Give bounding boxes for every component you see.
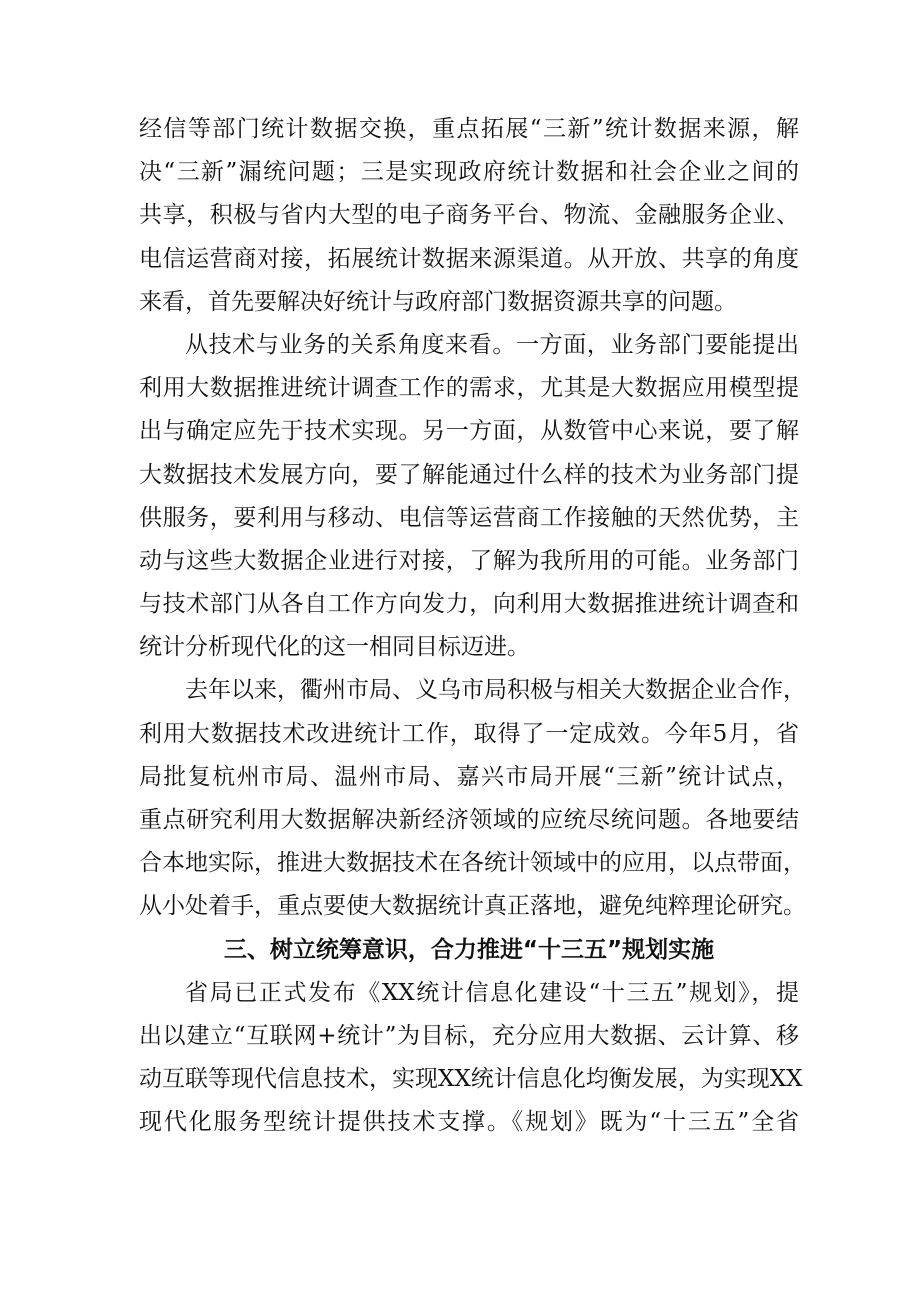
text-line: 重点研究利用大数据解决新经济领域的应统尽统问题。各地要结: [139, 807, 799, 833]
text-line: 动与这些大数据企业进行对接，了解为我所用的可能。业务部门: [139, 547, 799, 574]
paragraph-3: [139, 669, 806, 928]
text-line: 从技术与业务的关系角度来看。一方面，业务部门要能提出: [185, 331, 799, 358]
text-line: 决“三新”漏统问题；三是实现政府统计数据和社会企业之间的: [139, 159, 799, 186]
text-line: 从小处着手，重点要使大数据统计真正落地，避免纯粹理论研究。: [139, 893, 806, 920]
text-line: 利用大数据技术改进统计工作，取得了一定成效。今年5月，省: [139, 720, 799, 747]
paragraph-2: [139, 324, 799, 670]
text-line: 共享，积极与省内大型的电子商务平台、物流、金融服务企业、: [139, 202, 799, 229]
text-line: 出以建立“互联网+统计”为目标，充分应用大数据、云计算、移: [139, 1022, 799, 1049]
text-line: 供服务，要利用与移动、电信等运营商工作接触的天然优势，主: [139, 504, 799, 531]
text-line: 动互联等现代信息技术，实现XX统计信息化均衡发展，为实现XX: [139, 1066, 803, 1093]
text-line: 合本地实际，推进大数据技术在各统计领域中的应用，以点带面，: [139, 850, 806, 877]
section-heading: 三、树立统筹意识，合力推进“十三五”规划实施: [223, 936, 715, 963]
text-line: 与技术部门从各自工作方向发力，向利用大数据推进统计调查和: [139, 591, 799, 618]
text-line: 经信等部门统计数据交换，重点拓展“三新”统计数据来源，解: [139, 116, 799, 142]
text-line: 出与确定应先于技术实现。另一方面，从数管中心来说，要了解: [139, 418, 799, 445]
text-line: 省局已正式发布《XX统计信息化建设“十三五”规划》，提: [185, 979, 799, 1006]
text-line: 电信运营商对接，拓展统计数据来源渠道。从开放、共享的角度: [139, 245, 799, 272]
paragraph-1: [139, 108, 799, 324]
body-text: [139, 108, 806, 1145]
text-line: 局批复杭州市局、温州市局、嘉兴市局开展“三新”统计试点，: [139, 763, 799, 790]
text-line: 现代化服务型统计提供技术支撑。《规划》既为“十三五”全省: [139, 1109, 799, 1136]
text-line: 大数据技术发展方向，要了解能通过什么样的技术为业务部门提: [139, 461, 799, 488]
text-line: 去年以来，衢州市局、义乌市局积极与相关大数据企业合作，: [185, 677, 806, 704]
text-line: 来看，首先要解决好统计与政府部门数据资源共享的问题。: [139, 288, 737, 315]
text-line: 统计分析现代化的这一相同目标迈进。: [139, 634, 530, 661]
paragraph-4: [139, 972, 803, 1145]
text-line: 利用大数据推进统计调查工作的需求，尤其是大数据应用模型提: [139, 375, 799, 402]
